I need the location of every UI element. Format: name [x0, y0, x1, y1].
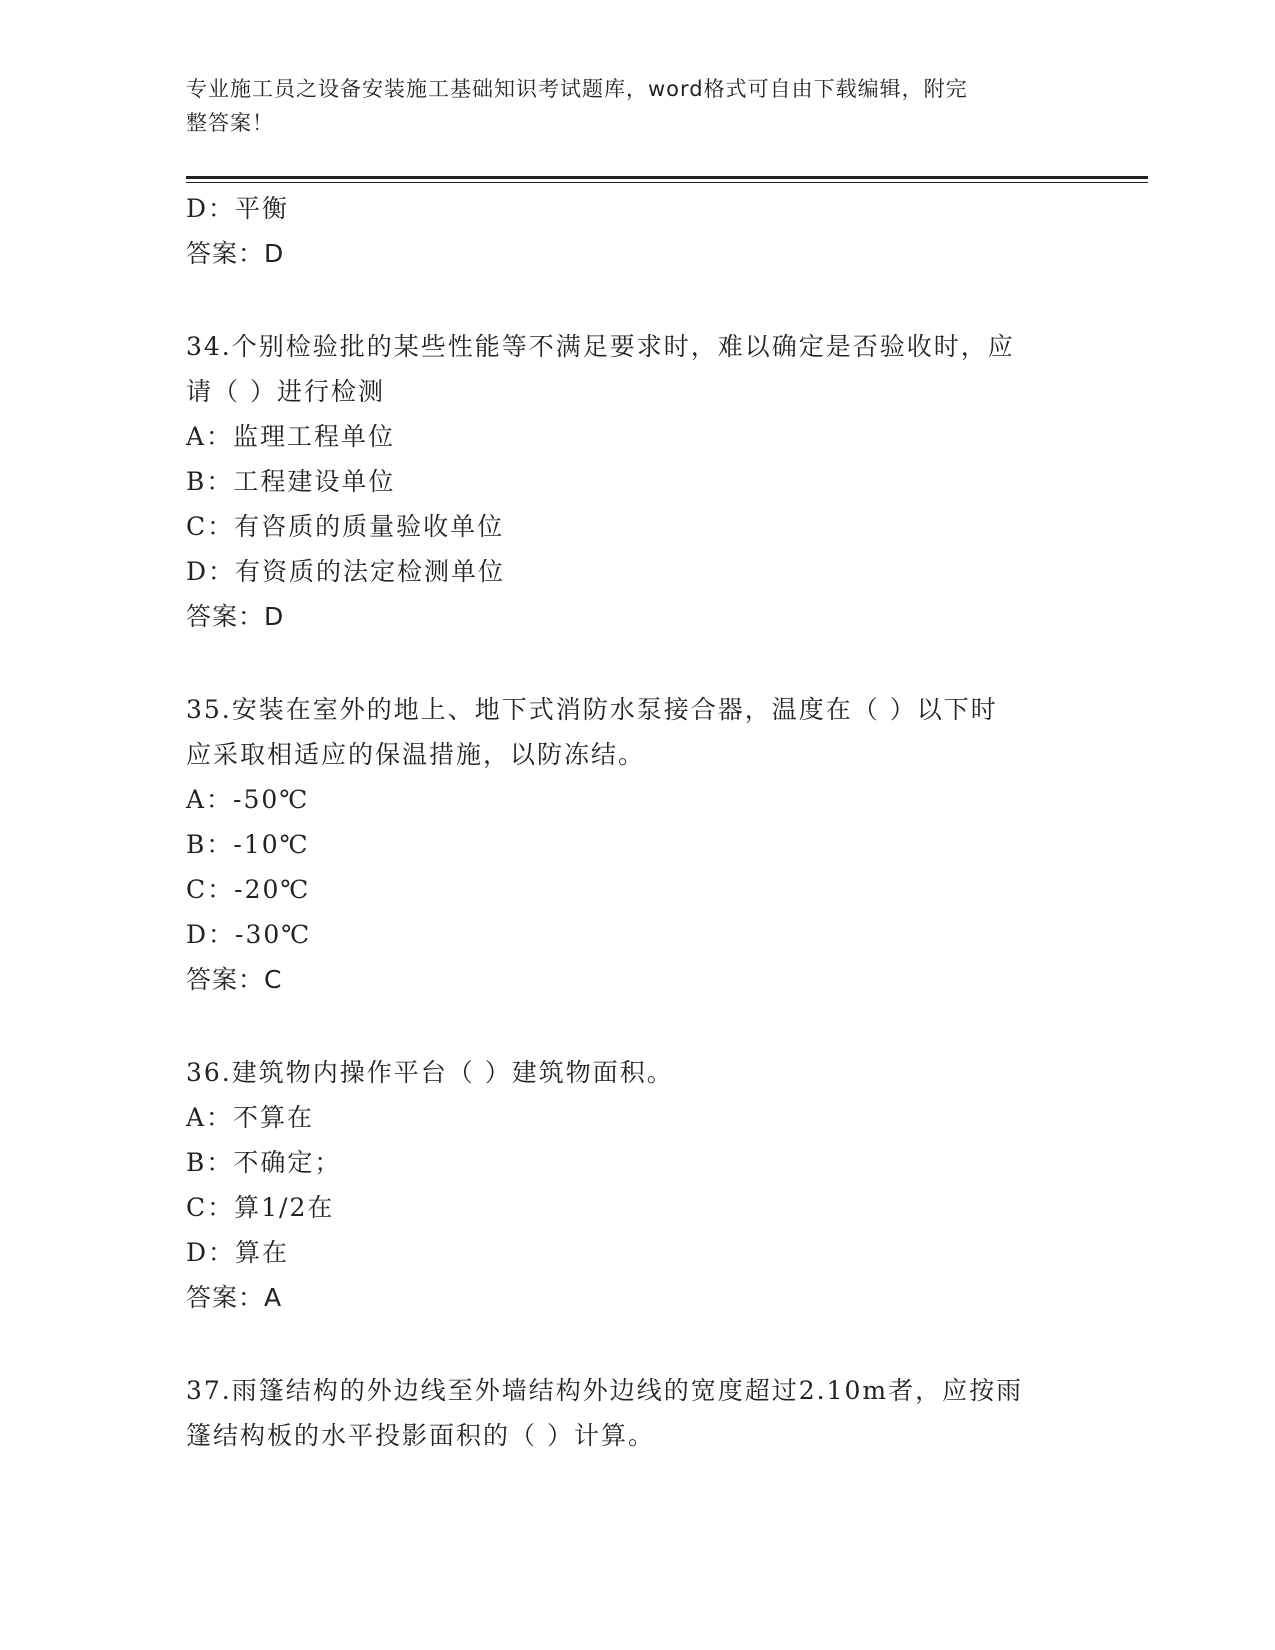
option-c: C：算1/2在 [186, 1193, 335, 1222]
question-36 [186, 1050, 1086, 1321]
option-a: A：-50℃ [186, 785, 310, 814]
question-text-line-2: 应采取相适应的保温措施，以防冻结。 [186, 740, 646, 769]
question-text-line-1: 34.个别检验批的某些性能等不满足要求时，难以确定是否验收时，应 [186, 332, 1015, 361]
option-d: D：算在 [186, 1238, 290, 1267]
option-c: C：-20℃ [186, 875, 311, 904]
spacer [186, 277, 1086, 324]
option-b: B：工程建设单位 [186, 467, 396, 496]
header-rule-thin [186, 182, 1148, 183]
spacer [186, 1321, 1086, 1368]
option-a: A：监理工程单位 [186, 422, 396, 451]
option-b: B：不确定； [186, 1148, 342, 1177]
question-text-line-2: 篷结构板的水平投影面积的（ ）计算。 [186, 1421, 655, 1450]
question-34 [186, 324, 1086, 640]
header-rule-thick [186, 176, 1148, 179]
question-37 [186, 1368, 1086, 1458]
option-d: D：-30℃ [186, 920, 312, 949]
question-text-line-2: 请（ ）进行检测 [186, 377, 385, 406]
option-d: D：平衡 [186, 194, 290, 223]
question-35 [186, 687, 1086, 1003]
question-33 [186, 186, 1086, 277]
header-line-1: 专业施工员之设备安装施工基础知识考试题库，word格式可自由下载编辑，附完 [186, 77, 968, 101]
spacer [186, 1003, 1086, 1050]
option-c: C：有咨质的质量验收单位 [186, 512, 505, 541]
document-header [186, 72, 1066, 140]
option-d: D：有资质的法定检测单位 [186, 557, 506, 586]
answer: 答案：C [186, 965, 283, 994]
question-text-line-1: 35.安装在室外的地上、地下式消防水泵接合器，温度在（ ）以下时 [186, 695, 998, 724]
document-body [186, 186, 1086, 1458]
answer: 答案：D [186, 602, 285, 631]
option-b: B：-10℃ [186, 830, 310, 859]
option-a: A：不算在 [186, 1103, 315, 1132]
answer: 答案：D [186, 239, 285, 268]
answer: 答案：A [186, 1283, 283, 1312]
question-text-line-1: 37.雨篷结构的外边线至外墙结构外边线的宽度超过2.10m者，应按雨 [186, 1376, 1024, 1405]
question-text-line-1: 36.建筑物内操作平台（ ）建筑物面积。 [186, 1058, 674, 1087]
spacer [186, 640, 1086, 687]
header-line-2: 整答案！ [186, 111, 274, 135]
